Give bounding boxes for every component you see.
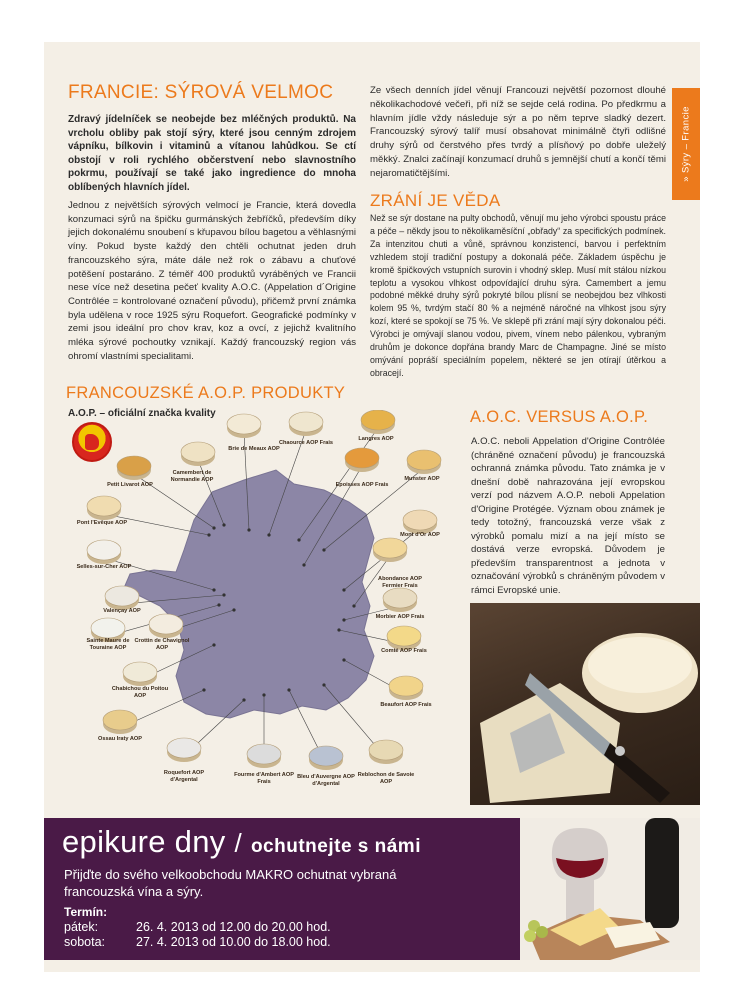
cheese-image (91, 618, 125, 638)
cheese-label: Mont d'Or AOP (400, 532, 440, 538)
cheese-origin-dot (202, 688, 205, 691)
cheese-image (181, 442, 215, 462)
cheese-label: Brie de Meaux AOP (228, 446, 280, 452)
cheese-label: Chabichou du Poitou AOP (111, 686, 169, 699)
cheese-label: Chaource AOP Frais (278, 440, 334, 446)
cheese-image (167, 738, 201, 758)
cheese-image (361, 410, 395, 430)
cheese-origin-dot (287, 688, 290, 691)
section-tab-label: » Sýry – Francie (680, 106, 692, 182)
cheese-image (103, 710, 137, 730)
banner-invitation: Přijďte do svého velkoobchodu MAKRO ochutnat vybraná francouzská vína a sýry. (64, 867, 397, 899)
cheese-origin-dot (212, 588, 215, 591)
cheese-label: Morbier AOP Frais (375, 614, 425, 620)
cheese-label: Bleu d'Auvergne AOP d'Argental (297, 774, 355, 787)
banner-title-sub: ochutnejte s námi (250, 836, 421, 857)
wine-cheese-photo (520, 818, 700, 960)
cheese-origin-dot (342, 588, 345, 591)
cheese-origin-dot (297, 538, 300, 541)
cheese-image (407, 450, 441, 470)
cheese-origin-dot (222, 593, 225, 596)
lead-paragraph: Zdravý jídelníček se neobejde bez mléčných produktů. Na vrcholu obliby pak stojí sýry, které jsou cenným zdrojem vápníku, bílkovin i vitaminů a vítanou lahůdkou. Se ctí obstojí v roli rychlého občerstvení nebo slavnostního pokrmu, používají se také jako ingredience do mnoha oblíbených hlavních jídel. (68, 114, 356, 193)
banner-title-slash: / (234, 828, 243, 858)
cheese-label: Ossau Iraty AOP (98, 736, 142, 742)
cheese-origin-dot (302, 563, 305, 566)
section-title-francie: FRANCIE: SÝROVÁ VELMOC (68, 82, 334, 103)
aoc-paragraph: A.O.C. neboli Appelation d'Origine Contrôlée (chráněné označení původu) je francouzská ochranná známka původu. Tato známka je v dnešní době nahrazována její evropskou verzí pod názvem A.O.P. neboli Appelation d'Origine Protégée. Význam obou známek je tedy totožný, francouzská verze však z výrobků pomalu mizí a na její místo se dostává verze evropská. Důvodem je především transparentnost a jednota v označování výrobků s chráněným původem v rámci Evropské unie. (471, 436, 665, 596)
section-tab[interactable] (672, 88, 700, 200)
cheese-label: Beaufort AOP Frais (380, 702, 432, 708)
cheese-origin-dot (337, 628, 340, 631)
cheese-image (289, 412, 323, 432)
section-title-zrani: ZRÁNÍ JE VĚDA (370, 191, 501, 210)
cheese-image (149, 614, 183, 634)
cheese-origin-dot (242, 698, 245, 701)
cheese-origin-dot (217, 603, 220, 606)
cheese-origin-dot (267, 533, 270, 536)
cheese-origin-dot (352, 604, 355, 607)
cheese-label: Fourme d'Ambert AOP Frais (234, 772, 294, 785)
cheese-label: Abondance AOP Fermier Frais (378, 576, 422, 589)
cheese-origin-dot (342, 658, 345, 661)
cheese-image (123, 662, 157, 682)
cheese-label: Reblochon de Savoie AOP (357, 772, 415, 785)
cheese-label: Petit Livarot AOP (107, 482, 153, 488)
cheese-label: Sainte Maure de Touraine AOP (86, 638, 130, 651)
cheese-label: Pont l'Evêque AOP (76, 520, 128, 526)
cheese-origin-dot (262, 693, 265, 696)
cheese-knife-photo (470, 603, 700, 805)
cheese-image (117, 456, 151, 476)
cheese-origin-dot (212, 526, 215, 529)
cheese-image (369, 740, 403, 760)
schedule-day: pátek: (64, 920, 99, 934)
cheese-origin-dot (322, 548, 325, 551)
event-banner (44, 818, 700, 960)
france-map-shape (124, 470, 374, 718)
cheese-origin-dot (232, 608, 235, 611)
cheese-label: Valençay AOP (103, 608, 141, 614)
banner-title-main: epikure dny (62, 824, 226, 859)
zrani-paragraph: Než se sýr dostane na pulty obchodů, věnují mu jeho výrobci spoustu práce a péče – někdy jsou to několikaměsíční „obřady“ za specifických podmínek. Za intenzitou chuti a vůně, správnou konzistencí, barvou i perfektním vzhledem stojí tradiční postupy a dokonalá péče. Základem úspěchu je kromě špičkových vstupních surovin i vhodný sklep. Musí mít stálou nízkou teplotu a vysokou vlhkost odpovídající druhu sýra. Camembert a jemu podobné měkké druhy sýrů pokryté bílou plísní se neobejdou bez vlhkosti kolem 95 %, tvrdým stačí 80 % a nejméně náročné na vlhkost jsou sýry kozí, které se spokojí se 75 %. Ve sklepě při zrání mají sýry dokonalou péči. Výrobci je omývají slanou vodou, pivem, vínem nebo pálenkou, vybraným druhům je dokonce dopřána brandy Marc de Champagne. Jiné se místo omývání popráší speciálním popelem, některé se jen otírají útěrkou a obracejí. (370, 213, 666, 378)
cheese-origin-dot (207, 533, 210, 536)
cheese-origin-dot (322, 683, 325, 686)
cheese-label: Langres AOP (358, 436, 394, 442)
cheese-image (87, 540, 121, 560)
banner-termin-label: Termín: (64, 905, 108, 919)
cheese-image (105, 586, 139, 606)
schedule-time: 27. 4. 2013 od 10.00 do 18.00 hod. (136, 935, 331, 949)
cheese-origin-dot (212, 643, 215, 646)
cheese-label: Selles-sur-Cher AOP (76, 564, 132, 570)
intro-paragraph: Ze všech denních jídel věnují Francouzi největší pozornost dlouhé několikachodové večeři, při níž se sejde celá rodina. Po předkrmu a hlavním jídle vždy následuje sýr a po něm teprve sladký dezert. Francouzský sýrový talíř musí obsahovat minimálně čtyři odlišné druhy sýrů od čerstvého přes tvrdý a plísňový po dobře uleželý měkký. Znalci začínají konzumací druhů s jemnější chutí a končí těmi nejaromatičtějšími. (370, 85, 666, 179)
cheese-image (403, 510, 437, 530)
schedule-time: 26. 4. 2013 od 12.00 do 20.00 hod. (136, 920, 331, 934)
schedule-row (64, 935, 331, 950)
cheese-label: Epoisses AOP Frais (335, 482, 389, 488)
cheese-label: Crottin de Chavignol AOP (134, 638, 190, 651)
cheese-image (87, 496, 121, 516)
body-paragraph: Jednou z největších sýrových velmocí je Francie, která dovedla konzumaci sýrů na špičku gurmánských žebříčků, především díky jejich dokonalému snoubení s křupavou bílou bagetou a věhlasnými víny. Pokud byste každý den chtěli ochutnat jeden druh francouzského sýra, máte dále než rok o zábavu a chuťové potěšení postaráno. Z téměř 400 produktů vyráběných ve Francii nese více než desetina pečeť kvality A.O.C. (Appelation d´Origine Contrôlée = kontrolované označení původu), přičemž první známka byla udělena v roce 1925 sýru Roquefort. Geografické podmínky v zemi jsou ideální pro chov krav, koz a ovcí, z jejichž kvalitního mléka sýrové pochoutky vznikají. Každý francouzský region vás ohromí vlastními specialitami. (68, 200, 356, 362)
cheese-image (389, 676, 423, 696)
cheese-image (247, 744, 281, 764)
cheese-image (227, 414, 261, 434)
cheese-label: Roquefort AOP d'Argental (163, 770, 205, 783)
schedule-row (64, 920, 331, 935)
cheese-image (383, 588, 417, 608)
aop-subtitle: A.O.P. – oficiální značka kvality (68, 408, 216, 419)
cheese-origin-dot (342, 618, 345, 621)
section-title-aoc: A.O.C. VERSUS A.O.P. (470, 408, 649, 426)
cheese-label: Munster AOP (404, 476, 440, 482)
cheese-image (373, 538, 407, 558)
cheese-label: Camembert de Normandie AOP (170, 470, 214, 483)
cheese-image (387, 626, 421, 646)
cheese-label: Comté AOP Frais (381, 648, 427, 654)
cheese-image (345, 448, 379, 468)
cheese-image (309, 746, 343, 766)
section-title-aop: FRANCOUZSKÉ A.O.P. PRODUKTY (66, 384, 346, 402)
banner-title (62, 824, 421, 860)
cheese-origin-dot (222, 523, 225, 526)
schedule-day: sobota: (64, 935, 106, 949)
cheese-origin-dot (247, 528, 250, 531)
